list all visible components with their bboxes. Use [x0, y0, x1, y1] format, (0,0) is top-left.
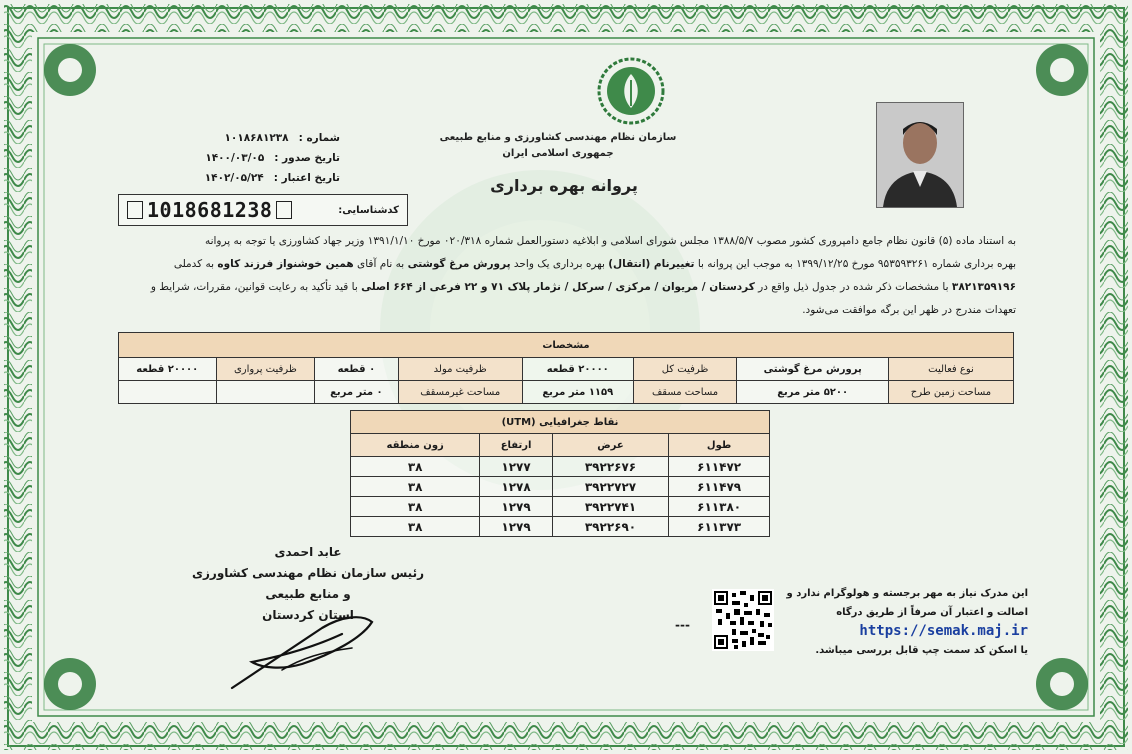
checkbox-square-icon	[276, 201, 292, 219]
verification-notice	[748, 584, 1028, 660]
document-title: پروانه بهره برداری	[490, 176, 638, 195]
body-line-4: تعهدات مندرج در ظهر این برگه موافقت می‌شود.	[802, 304, 1016, 316]
number-label: شماره :	[298, 132, 340, 144]
notice-line-3: یا اسکن کد سمت چپ قابل بررسی میباشد.	[815, 645, 1028, 656]
issue-date-label: تاریخ صدور :	[274, 152, 340, 164]
issue-date-value: ۱۴۰۰/۰۳/۰۵	[205, 152, 265, 164]
body-line-1: به استناد ماده (۵) قانون نظام جامع دامپروری کشور مصوب ۱۳۸۸/۵/۷ مجلس شورای اسلامی و ابلاغیه دستورالعمل شماره ۰۲۰/۳۱۸ مورخ ۱۳۹۱/۱/۱۰ وزیر جهاد کشاورزی یا توجه به پروانه	[204, 235, 1016, 247]
land-area-value: ۵۲۰۰ متر مربع	[737, 381, 889, 404]
utm-cell: ۱۲۷۸	[480, 477, 552, 497]
organization-name: سازمان نظام مهندسی کشاورزی و منابع طبیعی	[439, 132, 677, 143]
table-row	[351, 517, 770, 537]
utm-cell: ۱۲۷۹	[480, 517, 552, 537]
valid-date-value: ۱۴۰۲/۰۵/۲۴	[204, 172, 264, 184]
utm-table	[350, 410, 770, 537]
total-capacity-value: ۲۰۰۰۰ قطعه	[522, 358, 633, 381]
utm-cell: ۱۲۷۷	[480, 457, 552, 477]
utm-header-zone: زون منطقه	[351, 434, 480, 457]
notice-line-1: این مدرک نیاز به مهر برجسته و هولوگرام ندارد و	[786, 588, 1028, 599]
body-line-3c: کردستان / مریوان / مرکزی / سرکل / نژمار پلاک ۷۱ و ۲۲ فرعی از ۶۶۴ اصلی	[361, 281, 755, 293]
body-line-2e: به نام آقای	[357, 258, 405, 270]
breeder-capacity-label: ظرفیت مولد	[398, 358, 522, 381]
fattening-capacity-value: ۲۰۰۰۰ قطعه	[119, 358, 217, 381]
utm-cell: ۳۸	[351, 457, 480, 477]
empty-cell	[216, 381, 315, 404]
valid-date-row	[140, 168, 340, 188]
table-row	[119, 381, 1014, 404]
body-line-2d: پرورش مرغ گوشتی	[407, 258, 511, 270]
table-row	[119, 358, 1014, 381]
body-line-2f: همین خوشنواز فرزند کاوه	[217, 258, 354, 270]
fattening-capacity-label: ظرفیت پرواری	[216, 358, 315, 381]
utm-cell: ۳۹۲۲۶۷۶	[552, 457, 668, 477]
utm-cell: ۳۸	[351, 517, 480, 537]
body-line-2c: بهره برداری یک واحد	[513, 258, 605, 270]
body-line-2g: به کدملی	[173, 258, 215, 270]
utm-cell: ۶۱۱۳۷۳	[669, 517, 770, 537]
valid-date-label: تاریخ اعتبار :	[273, 172, 340, 184]
tracking-code-value-wrap	[127, 198, 292, 222]
tracking-code-value: 1018681238	[147, 198, 273, 222]
utm-cell: ۳۸	[351, 497, 480, 517]
person-photo-icon	[877, 103, 963, 207]
verification-link[interactable]: https://semak.maj.ir	[859, 623, 1028, 639]
specifications-table	[118, 332, 1014, 404]
certificate-body-text	[116, 230, 1016, 322]
land-area-label: مساحت زمین طرح	[888, 381, 1013, 404]
tracking-code-box	[118, 194, 408, 226]
utm-cell: ۶۱۱۳۸۰	[669, 497, 770, 517]
specifications-title: مشخصات	[119, 333, 1014, 358]
holder-photo	[876, 102, 964, 208]
activity-label: نوع فعالیت	[888, 358, 1013, 381]
utm-cell: ۳۸	[351, 477, 480, 497]
utm-cell: ۱۲۷۹	[480, 497, 552, 517]
utm-header-altitude: ارتفاع	[480, 434, 552, 457]
document-meta	[140, 128, 340, 188]
body-line-2b: تغییرنام (انتقال)	[608, 258, 695, 270]
dash-mark: ---	[675, 618, 690, 632]
unroofed-area-label: مساحت غیرمسقف	[398, 381, 522, 404]
table-row	[351, 477, 770, 497]
body-line-3	[116, 276, 1016, 299]
utm-cell: ۳۹۲۲۷۲۷	[552, 477, 668, 497]
utm-cell: ۶۱۱۴۷۲	[669, 457, 770, 477]
body-line-3d: با قید تأکید به رعایت قوانین، مقررات، شرایط و	[150, 281, 358, 293]
utm-header-latitude: عرض	[552, 434, 668, 457]
checkbox-square-icon	[127, 201, 143, 219]
utm-cell: ۶۱۱۴۷۹	[669, 477, 770, 497]
utm-cell: ۳۹۲۲۷۴۱	[552, 497, 668, 517]
utm-cell: ۳۹۲۲۶۹۰	[552, 517, 668, 537]
empty-cell	[119, 381, 217, 404]
body-line-2a: بهره برداری شماره ۹۵۳۵۹۳۲۶۱ مورخ ۱۳۹۹/۱۲/۲۵ به موجب این پروانه با	[697, 258, 1016, 270]
roofed-area-label: مساحت مسقف	[633, 381, 737, 404]
tracking-code-label: کدشناسایی:	[338, 204, 399, 216]
number-value: ۱۰۱۸۶۸۱۲۳۸	[224, 132, 289, 144]
utm-title: نقاط جغرافیایی (UTM)	[351, 411, 770, 434]
body-line-3a: ۳۸۲۱۳۵۹۱۹۶	[951, 281, 1016, 293]
unroofed-area-value: ۰ متر مربع	[315, 381, 398, 404]
breeder-capacity-value: ۰ قطعه	[315, 358, 398, 381]
certificate-content	[58, 52, 1074, 702]
signatory-province: استان کردستان	[262, 608, 354, 622]
utm-header-longitude: طول	[669, 434, 770, 457]
activity-value: پرورش مرغ گوشتی	[737, 358, 889, 381]
country-name: جمهوری اسلامی ایران	[502, 148, 614, 159]
organization-header	[428, 130, 688, 162]
signature-icon	[222, 608, 382, 698]
number-row	[140, 128, 340, 148]
total-capacity-label: ظرفیت کل	[633, 358, 737, 381]
signatory-name: عابد احمدی	[274, 545, 342, 559]
signatory-title: رئیس سازمان نظام مهندسی کشاورزی و منابع طبیعی	[192, 566, 424, 601]
notice-line-2: اصالت و اعتبار آن صرفاً از طریق درگاه	[836, 607, 1028, 618]
table-row	[351, 457, 770, 477]
organization-logo-icon	[596, 56, 666, 126]
issue-date-row	[140, 148, 340, 168]
body-line-2	[116, 253, 1016, 276]
table-row	[351, 497, 770, 517]
roofed-area-value: ۱۱۵۹ متر مربع	[522, 381, 633, 404]
body-line-3b: با مشخصات ذکر شده در جدول ذیل واقع در	[758, 281, 949, 293]
